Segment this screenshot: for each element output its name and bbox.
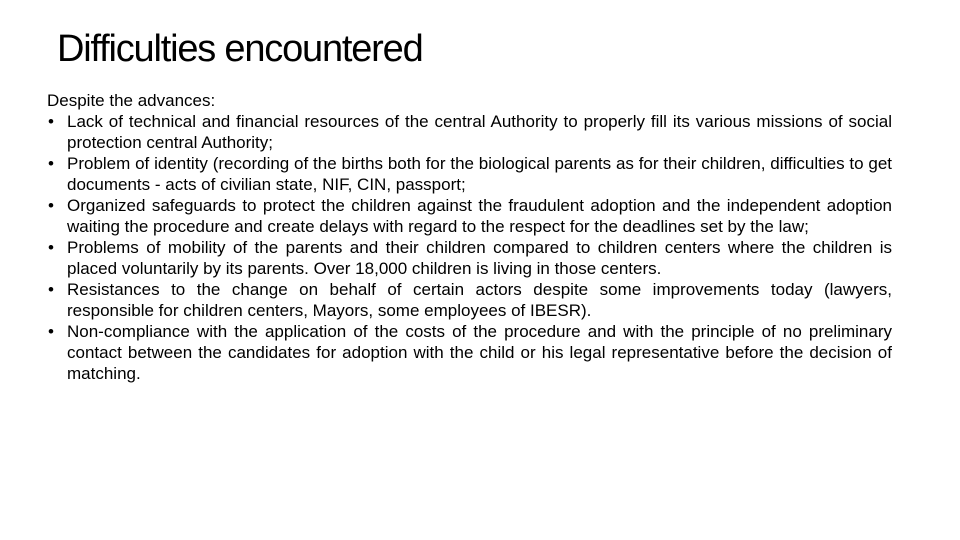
bullet-item — [47, 195, 892, 237]
bullet-icon: • — [48, 322, 54, 341]
bullet-icon: • — [48, 196, 54, 215]
intro-text: Despite the advances: — [47, 91, 216, 110]
bullet-item — [47, 153, 892, 195]
bullet-item — [47, 279, 892, 321]
slide-content — [47, 90, 892, 384]
slide-title: Difficulties encountered — [57, 28, 423, 70]
bullet-icon: • — [48, 238, 54, 257]
bullet-list — [47, 111, 892, 384]
bullet-text: Non-compliance with the application of the costs of the procedure and with the principle of no preliminary contact between the candidates for adoption with the child or his legal representative before the decision of matching. — [67, 322, 892, 383]
bullet-text: Problems of mobility of the parents and their children compared to children centers where the children is placed voluntarily by its parents. Over 18,000 children is living in those centers. — [67, 238, 892, 278]
bullet-text: Organized safeguards to protect the children against the fraudulent adoption and the independent adoption waiting the procedure and create delays with regard to the respect for the deadlines set by the law; — [67, 196, 892, 236]
bullet-text: Resistances to the change on behalf of certain actors despite some improvements today (lawyers, responsible for children centers, Mayors, some employees of IBESR). — [67, 280, 892, 320]
bullet-icon: • — [48, 154, 54, 173]
bullet-item — [47, 321, 892, 384]
bullet-text: Lack of technical and financial resources of the central Authority to properly fill its various missions of social protection central Authority; — [67, 112, 892, 152]
bullet-item — [47, 237, 892, 279]
bullet-icon: • — [48, 112, 54, 131]
bullet-item — [47, 111, 892, 153]
bullet-icon: • — [48, 280, 54, 299]
bullet-text: Problem of identity (recording of the births both for the biological parents as for their children, difficulties to get documents - acts of civilian state, NIF, CIN, passport; — [67, 154, 892, 194]
